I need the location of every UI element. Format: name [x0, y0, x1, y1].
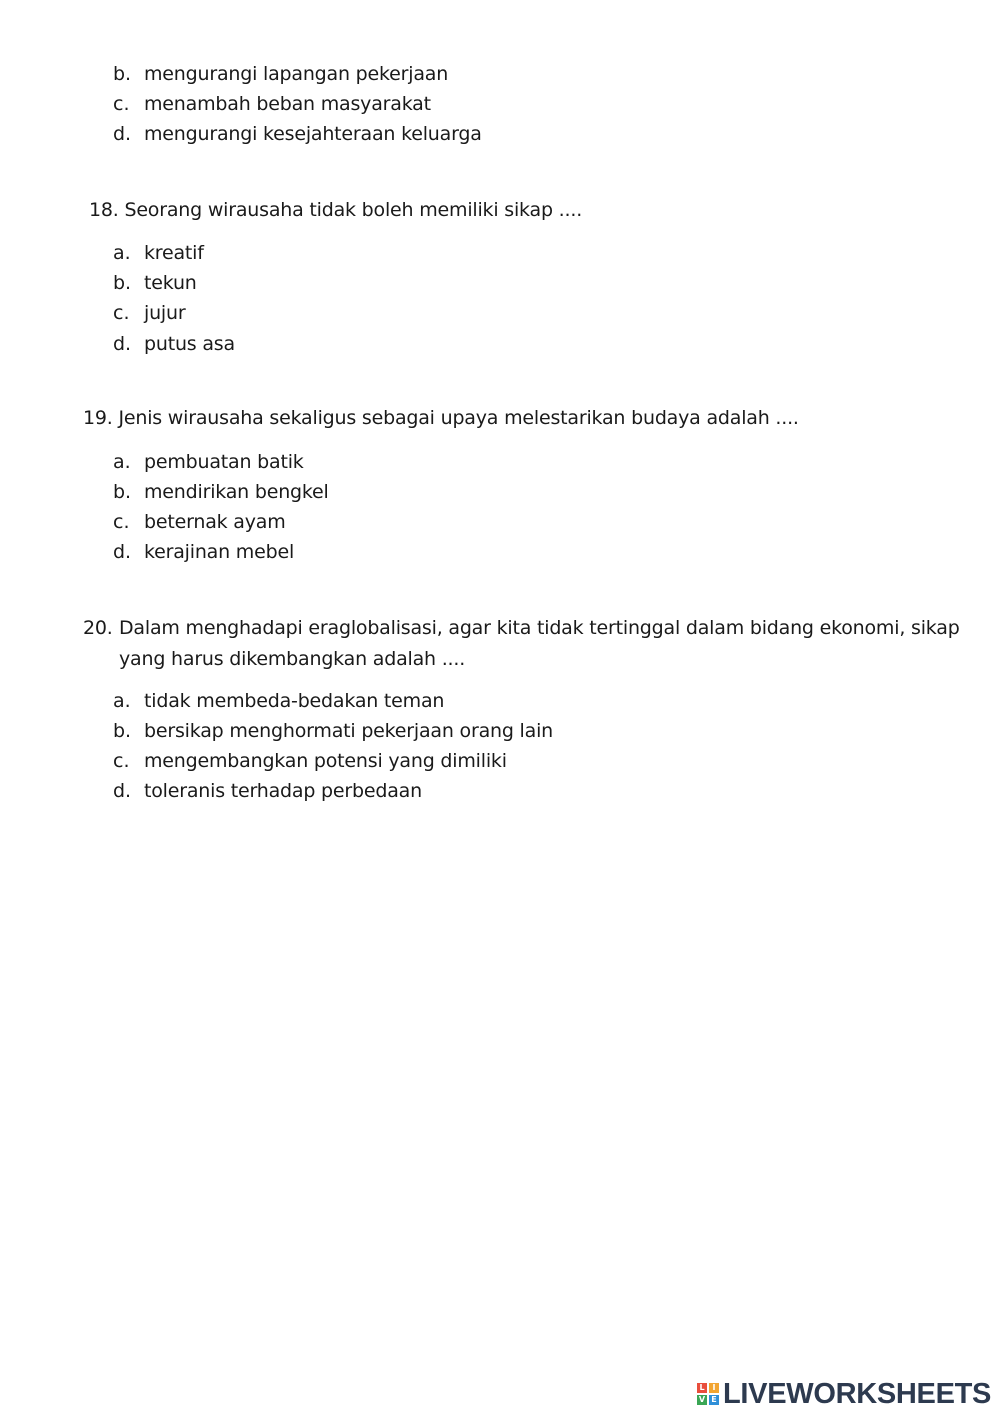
- logo-letter-i: I: [709, 1383, 719, 1393]
- option-text: pembuatan batik: [144, 451, 304, 473]
- question-text: 18. Seorang wirausaha tidak boleh memiliki sikap ....: [89, 199, 583, 221]
- logo-grid-icon: [697, 1383, 719, 1405]
- liveworksheets-logo: [697, 1378, 991, 1410]
- option-letter: c.: [113, 93, 130, 115]
- option-text: kerajinan mebel: [144, 541, 295, 563]
- option-text: mengurangi lapangan pekerjaan: [144, 63, 449, 85]
- option-text: mendirikan bengkel: [144, 481, 329, 503]
- option-letter: b.: [113, 272, 132, 294]
- option-letter: a.: [113, 242, 131, 264]
- option-letter: b.: [113, 720, 132, 742]
- option-letter: c.: [113, 302, 130, 324]
- logo-letter-e: E: [709, 1395, 719, 1405]
- option-letter: d.: [113, 333, 132, 355]
- option-text: mengurangi kesejahteraan keluarga: [144, 123, 482, 145]
- option-letter: a.: [113, 451, 131, 473]
- option-text: kreatif: [144, 242, 204, 264]
- option-text: toleranis terhadap perbedaan: [144, 780, 422, 802]
- logo-letter-l: L: [697, 1383, 707, 1393]
- question-text-line-2: yang harus dikembangkan adalah ....: [119, 648, 466, 670]
- option-letter: d.: [113, 780, 132, 802]
- question-text: 19. Jenis wirausaha sekaligus sebagai upaya melestarikan budaya adalah ....: [83, 407, 799, 429]
- option-letter: b.: [113, 63, 132, 85]
- option-text: menambah beban masyarakat: [144, 93, 431, 115]
- option-letter: d.: [113, 541, 132, 563]
- option-letter: b.: [113, 481, 132, 503]
- option-text: beternak ayam: [144, 511, 286, 533]
- option-letter: a.: [113, 690, 131, 712]
- option-text: tekun: [144, 272, 197, 294]
- question-text-line-1: Dalam menghadapi eraglobalisasi, agar kita tidak tertinggal dalam bidang ekonomi, sikap: [119, 617, 960, 639]
- option-letter: d.: [113, 123, 132, 145]
- option-letter: c.: [113, 511, 130, 533]
- option-text: putus asa: [144, 333, 235, 355]
- logo-letter-v: V: [698, 1395, 706, 1404]
- logo-text: LIVEWORKSHEETS: [723, 1378, 992, 1410]
- option-letter: c.: [113, 750, 130, 772]
- option-text: bersikap menghormati pekerjaan orang lain: [144, 720, 554, 742]
- option-text: tidak membeda-bedakan teman: [144, 690, 445, 712]
- question-number: 20.: [83, 617, 113, 639]
- option-text: mengembangkan potensi yang dimiliki: [144, 750, 507, 772]
- option-text: jujur: [144, 302, 186, 324]
